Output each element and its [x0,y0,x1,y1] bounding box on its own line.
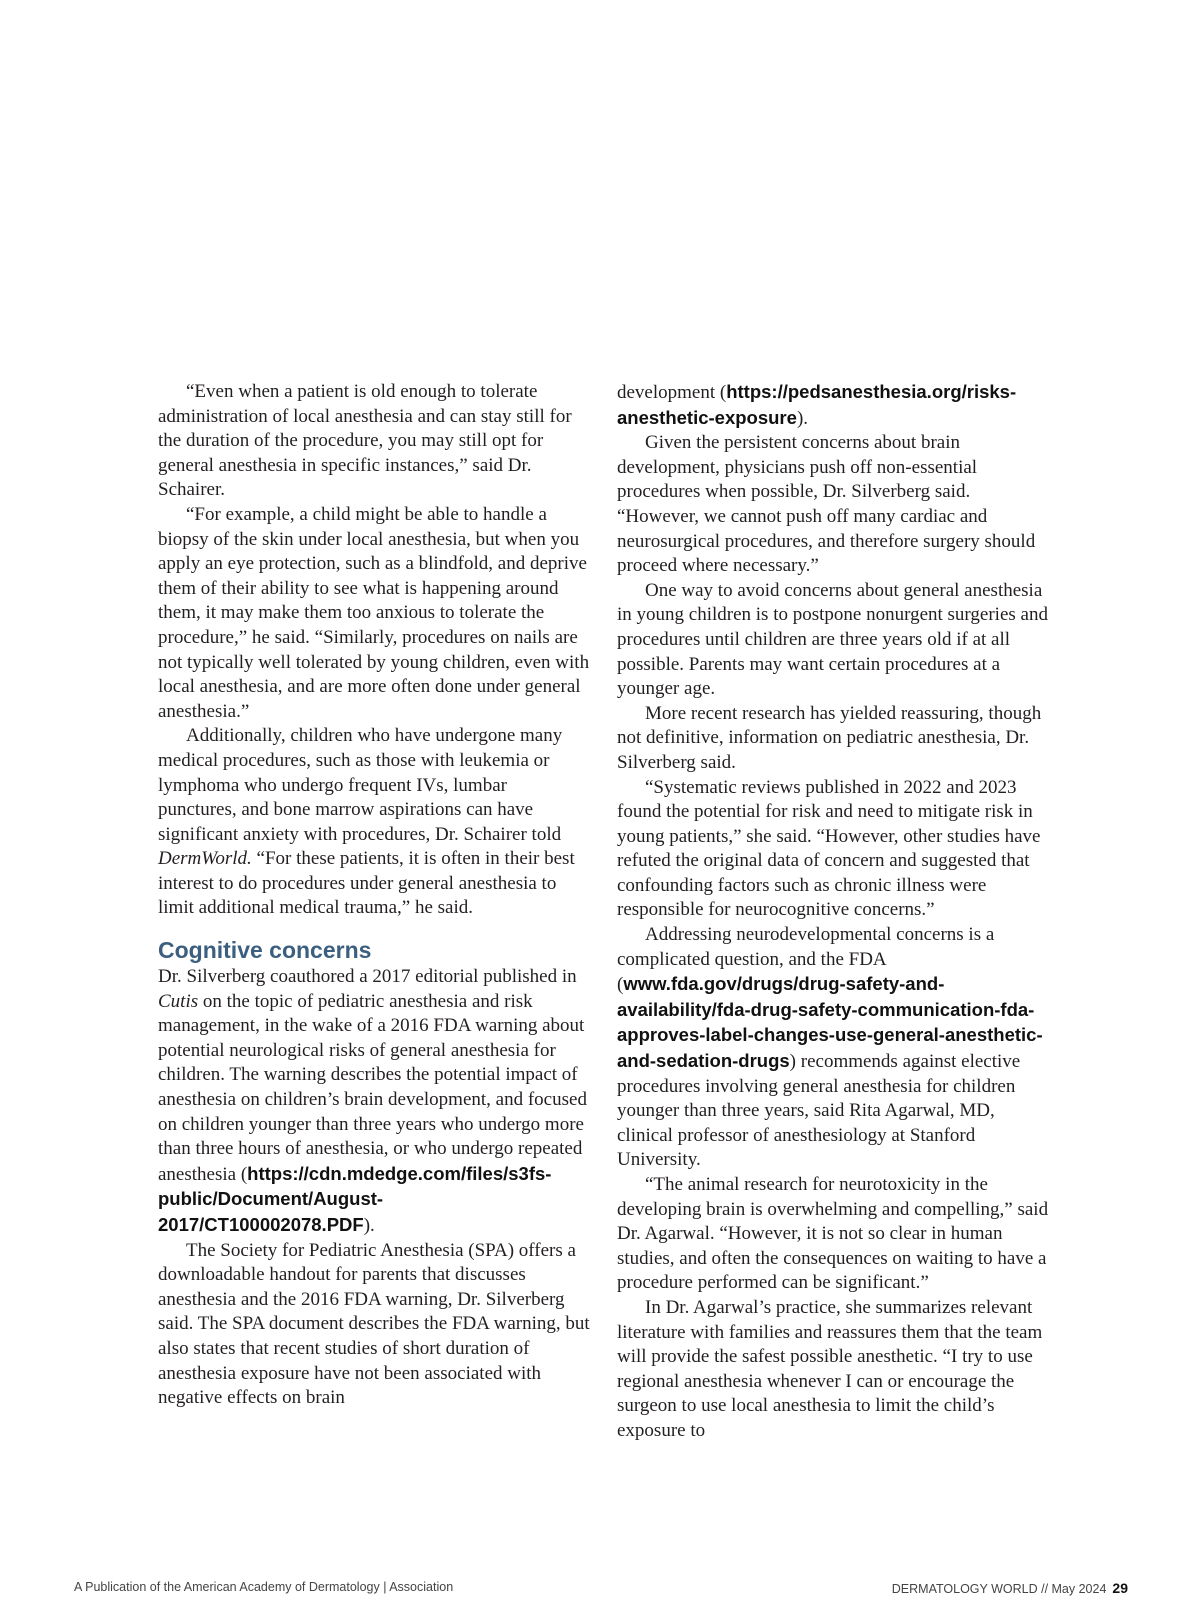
right-column [617,380,1049,1444]
footer-issue [892,1580,1128,1596]
paragraph: “The animal research for neurotoxicity in the developing brain is overwhelming and compelling,” said Dr. Agarwal. “However, it is not so clear in human studies, and often the consequences on waiting to have a procedure performed can be significant.” [617,1174,1049,1294]
text-run: Additionally, children who have undergone many medical procedures, such as those with leukemia or lymphoma who undergo frequent IVs, lumbar punctures, and bone marrow aspirations can have significant anxiety with procedures, Dr. Schairer told [158,725,563,845]
paragraph: The Society for Pediatric Anesthesia (SPA) offers a downloadable handout for parents that discusses anesthesia and the 2016 FDA warning, Dr. Silverberg said. The SPA document describes the FDA warning, but also states that recent studies of short duration of anesthesia exposure have not been associated with negative effects on brain [158,1239,590,1409]
text-run: development ( [617,382,727,403]
paragraph: One way to avoid concerns about general anesthesia in young children is to postpone nonurgent surgeries and procedures until children are three years old if at all possible. Parents may want certain procedures at a younger age. [617,579,1048,700]
publication-name: DermWorld. [158,848,252,870]
paragraph: Given the persistent concerns about brain development, physicians push off non-essential procedures when possible, Dr. Silverberg said. “However, we cannot push off many cardiac and neurosurgical procedures, and therefore surgery should proceed where necessary.” [617,432,1036,577]
cutis-editorial-link[interactable]: https://cdn.mdedge.com/files/s3fs-public/Document/August-2017/CT100002078.PDF [158,1162,552,1235]
magazine-issue: DERMATOLOGY WORLD // May 2024 [891,1582,1107,1596]
text-run: ). [796,407,809,429]
text-run: on the topic of pediatric anesthesia and risk management, in the wake of a 2016 FDA warning about potential neurological risks of general anesthesia for children. The warning describes the potential impact of anesthesia on children’s brain development, and focused on children younger than three years who undergo more than three hours of anesthesia, or who undergo repeated anesthesia ( [158,990,587,1185]
page-number: 29 [1112,1580,1128,1596]
paragraph: “For example, a child might be able to handle a biopsy of the skin under local anesthesia, but when you apply an eye protection, such as a blindfold, and deprive them of their ability to see what is happening around them, it may make them too anxious to tolerate the procedure,” he said. “Similarly, procedures on nails are not typically well tolerated by young children, even with local anesthesia, and are more often done under general anesthesia.” [158,503,590,722]
footer-publisher: A Publication of the American Academy of Dermatology | Association [74,1580,454,1594]
paragraph [158,965,590,1239]
spa-handout-link[interactable]: https://pedsanesthesia.org/risks-anesthetic-exposure [617,381,1017,428]
paragraph [617,923,1049,1173]
text-run: ) recommends against elective procedures involving general anesthesia for children younger than three years, said Rita Agarwal, MD, clinical professor of anesthesiology at Stanford University. [617,1051,1021,1171]
section-heading: Cognitive concerns [158,937,372,964]
left-column [158,380,590,1411]
fda-communication-link[interactable]: www.fda.gov/drugs/drug-safety-and-availability/fda-drug-safety-communication-fda-approves-label-changes-use-general-anesthetic-and-sedation-drugs [617,973,1043,1072]
text-run: “For these patients, it is often in their best interest to do procedures under general anesthesia to limit additional medical trauma,” he said. [158,848,575,919]
paragraph [617,380,1049,431]
paragraph: “Even when a patient is old enough to tolerate administration of local anesthesia and can stay still for the duration of the procedure, you may still opt for general anesthesia in specific instances,” said Dr. Schairer. [158,381,572,501]
text-run: Dr. Silverberg coauthored a 2017 editorial published in [158,966,577,988]
text-run: ). [363,1215,375,1236]
paragraph [158,724,590,921]
paragraph: “Systematic reviews published in 2022 and 2023 found the potential for risk and need to mitigate risk in young patients,” she said. “However, other studies have refuted the original data of concern and suggested that confounding factors such as chronic illness were responsible for neurocognitive concerns.” [617,776,1041,921]
text-run: Addressing neurodevelopmental concerns is a complicated question, and the FDA ( [617,924,995,996]
paragraph: More recent research has yielded reassuring, though not definitive, information on pediatric anesthesia, Dr. Silverberg said. [617,702,1042,773]
paragraph: In Dr. Agarwal’s practice, she summarizes relevant literature with families and reassures them that the team will provide the safest possible anesthetic. “I try to use regional anesthesia whenever I can or encourage the surgeon to use local anesthesia to limit the child’s exposure to [617,1296,1043,1441]
journal-name: Cutis [158,990,199,1012]
